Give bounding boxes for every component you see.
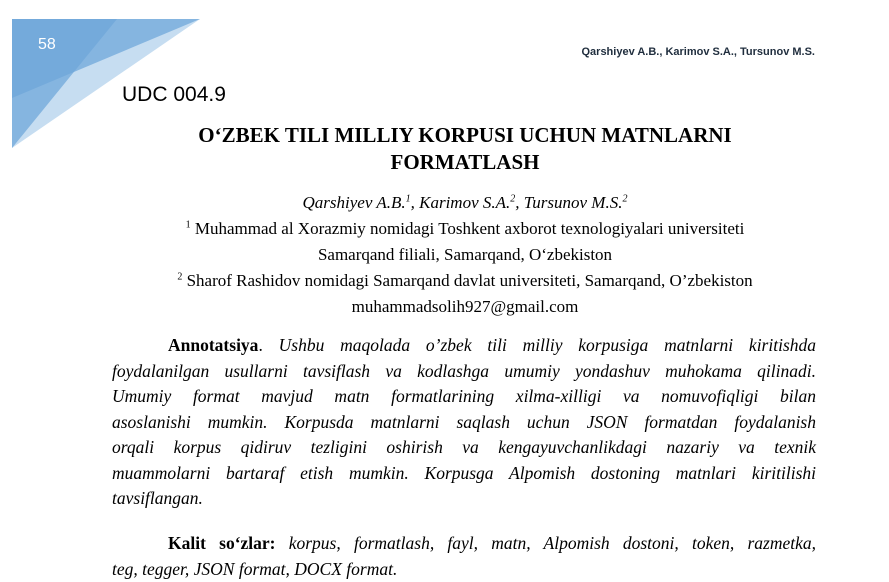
abstract-line: asoslanishi mumkin. Korpusda matnlarni saqlash uchun JSON formatdan foydalanish <box>112 410 816 436</box>
author-sup: 2 <box>622 193 627 204</box>
abstract-line: foydalanilgan usullarni tavsiflash va kodlashga umumiy yondashuv muhokama qilinadi. <box>112 359 816 385</box>
sep: , <box>515 193 524 212</box>
abstract-line: muammolarni bartaraf etish mumkin. Korpusga Alpomish dostoning matnlari kiritilishi <box>112 461 816 487</box>
author-sup: 1 <box>406 193 411 204</box>
title-line-2: FORMATLASH <box>112 150 818 175</box>
abstract-line: Umumiy format mavjud matn formatlarining xilma-xilligi va nomuvofiqligi bilan <box>112 384 816 410</box>
authors <box>112 193 818 213</box>
email: muhammadsolih927@gmail.com <box>112 297 818 317</box>
affiliation-sup: 1 <box>186 219 191 230</box>
affiliation-2 <box>112 271 818 291</box>
author-name: Karimov S.A. <box>419 193 510 212</box>
abstract-label: Annotatsiya <box>168 335 258 355</box>
page-number: 58 <box>38 36 56 54</box>
author-sup: 2 <box>510 193 515 204</box>
udc-code: UDC 004.9 <box>122 83 226 107</box>
abstract-line: tavsiflangan. <box>112 486 816 512</box>
affiliation-text: Sharof Rashidov nomidagi Samarqand davlat universiteti, Samarqand, O’zbekiston <box>187 271 753 290</box>
affiliation-1-cont: Samarqand filiali, Samarqand, O‘zbekiston <box>112 245 818 265</box>
keywords-label: Kalit so‘zlar: <box>168 533 276 553</box>
author-name: Tursunov M.S. <box>524 193 623 212</box>
keywords-line: korpus, formatlash, fayl, matn, Alpomish dostoni, token, razmetka, <box>289 533 816 553</box>
abstract-line: orqali korpus qidiruv tezligini oshirish va kengayuvchanlikdagi nazariy va texnik <box>112 435 816 461</box>
sep: , <box>411 193 420 212</box>
abstract-line: Ushbu maqolada o’zbek tili milliy korpusiga matnlarni kiritishda <box>279 335 816 355</box>
title-line-1: O‘ZBEK TILI MILLIY KORPUSI UCHUN MATNLARNI <box>112 123 818 148</box>
keywords-line: teg, tegger, JSON format, DOCX format. <box>112 557 816 582</box>
affiliation-sup: 2 <box>177 271 182 282</box>
abstract: Annotatsiya. Ushbu maqolada o’zbek tili milliy korpusiga matnlarni kiritishda foydalanilgan usullarni tavsiflash va kodlashga umumiy yondashuv muhokama qilinadi. Umumiy format mavjud matn formatlarining xilma-xilligi va nomuvofiqligi bilan asoslanishi mumkin. Korpusda matnlarni saqlash uchun JSON formatdan foydalanish orqali korpus qidiruv tezligini oshirish va kengayuvchanlikdagi nazariy va texnik muammolarni bartaraf etish mumkin. Korpusga Alpomish dostoning matnlari kiritilishi tavsiflangan. <box>112 333 816 512</box>
affiliation-1 <box>112 219 818 239</box>
affiliation-text: Muhammad al Xorazmiy nomidagi Toshkent axborot texnologiyalari universiteti <box>195 219 744 238</box>
keywords <box>112 531 816 582</box>
author-name: Qarshiyev A.B. <box>303 193 406 212</box>
running-head: Qarshiyev A.B., Karimov S.A., Tursunov M.S. <box>581 46 815 58</box>
